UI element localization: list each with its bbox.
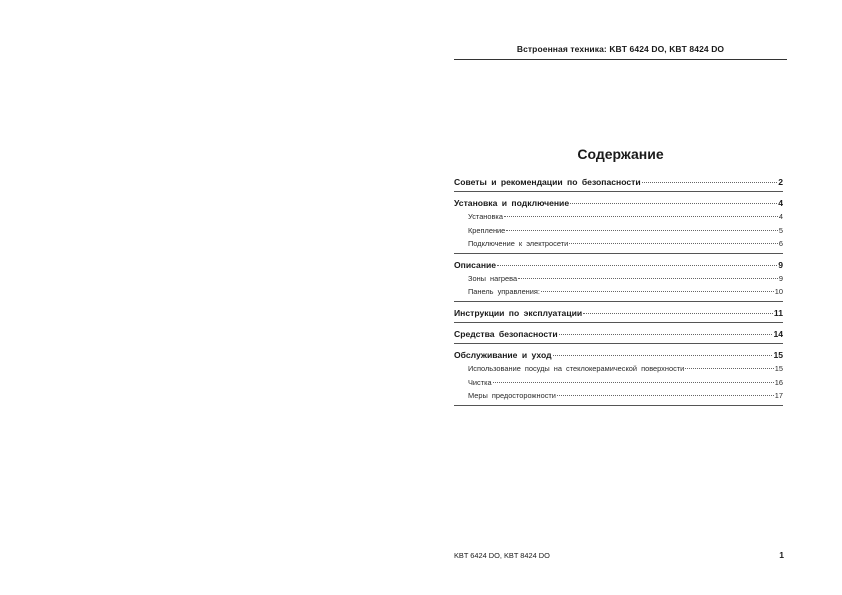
header-rule (454, 59, 787, 60)
toc-title: Содержание (577, 146, 664, 162)
dot-leader (497, 264, 777, 266)
toc-subentry[interactable] (454, 285, 783, 299)
toc-entry[interactable] (454, 328, 783, 341)
toc-subentry[interactable] (454, 389, 783, 403)
toc-subentry[interactable] (454, 272, 783, 286)
toc-subentry-label: Использование посуды на стеклокерамической поверхности (468, 363, 685, 373)
dot-leader (493, 381, 774, 383)
toc-section (454, 259, 783, 302)
footer-page-number: 1 (779, 550, 784, 560)
running-header: Встроенная техника: KBT 6424 DO, KBT 8424 DO (516, 44, 725, 54)
table-of-contents (454, 176, 783, 411)
dot-leader (557, 394, 774, 396)
toc-subentry-page: 4 (778, 212, 783, 221)
toc-subentry-label: Подключение к электросети (468, 239, 569, 249)
toc-entry-label: Установка и подключение (454, 198, 570, 208)
toc-section (454, 328, 783, 344)
toc-entry-page: 15 (773, 349, 783, 360)
toc-entry[interactable] (454, 197, 783, 210)
dot-leader (559, 333, 773, 335)
toc-subentry-page: 16 (774, 377, 783, 387)
toc-subentry-page: 15 (774, 363, 783, 373)
document-page (454, 0, 787, 595)
toc-section (454, 197, 783, 254)
toc-entry-label: Советы и рекомендации по безопасности (454, 177, 641, 187)
toc-subentry-page: 10 (774, 287, 783, 297)
footer-model: KBT 6424 DO, KBT 8424 DO (454, 551, 550, 560)
toc-entry-page: 9 (778, 259, 783, 270)
toc-entry-label: Обслуживание и уход (454, 349, 552, 360)
toc-subentry-page: 5 (778, 225, 783, 235)
dot-leader (570, 202, 777, 204)
toc-entry-page: 4 (778, 198, 783, 208)
toc-subentry[interactable] (454, 237, 783, 251)
toc-entry[interactable] (454, 176, 783, 189)
toc-subentry[interactable] (454, 376, 783, 390)
toc-subentry-page: 9 (778, 273, 783, 283)
toc-entry-label: Описание (454, 259, 497, 270)
toc-subentry[interactable] (454, 224, 783, 238)
toc-subentry-label: Установка (468, 212, 503, 221)
toc-entry[interactable] (454, 349, 783, 362)
toc-entry-page: 14 (773, 328, 783, 339)
toc-entry-page: 2 (778, 177, 783, 187)
toc-section (454, 176, 783, 192)
toc-subentry[interactable] (454, 362, 783, 376)
toc-section (454, 307, 783, 323)
dot-leader (642, 181, 778, 183)
toc-subentry-label: Меры предосторожности (468, 391, 556, 401)
toc-subentry-label: Панель управления: (468, 287, 540, 297)
dot-leader (518, 277, 778, 279)
dot-leader (541, 290, 774, 292)
toc-subentry-label: Крепление (468, 225, 506, 235)
toc-section (454, 349, 783, 406)
dot-leader (553, 354, 773, 356)
toc-subentry-page: 17 (774, 391, 783, 401)
toc-subentry-label: Чистка (468, 377, 492, 387)
toc-entry[interactable] (454, 307, 783, 320)
dot-leader (685, 367, 773, 369)
toc-entry-page: 11 (773, 307, 783, 318)
dot-leader (506, 229, 778, 231)
toc-entry-label: Средства безопасности (454, 328, 558, 339)
toc-subentry-label: Зоны нагрева (468, 273, 518, 283)
dot-leader (583, 312, 773, 314)
toc-subentry[interactable] (454, 210, 783, 224)
dot-leader (504, 215, 778, 217)
dot-leader (569, 242, 778, 244)
toc-entry-label: Инструкции по эксплуатации (454, 307, 583, 318)
toc-entry[interactable] (454, 259, 783, 272)
toc-subentry-page: 6 (778, 239, 783, 249)
